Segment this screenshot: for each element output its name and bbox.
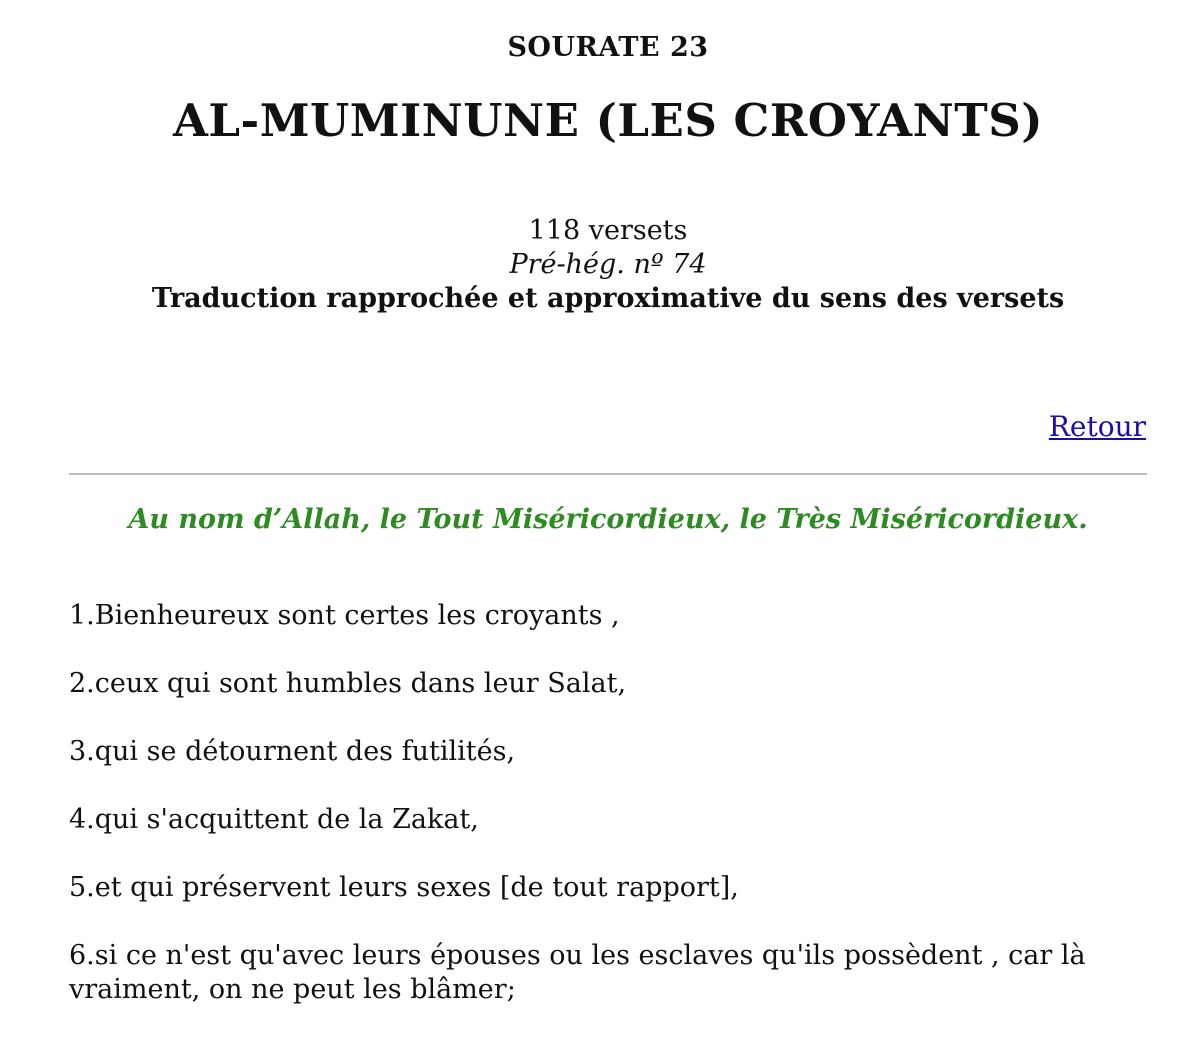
surah-number: SOURATE 23 bbox=[507, 32, 709, 63]
verse-1: 1.Bienheureux sont certes les croyants , bbox=[69, 600, 620, 631]
basmala: Au nom d’Allah, le Tout Miséricordieux, le Très Miséricordieux. bbox=[128, 504, 1088, 535]
verse-5: 5.et qui préservent leurs sexes [de tout rapport], bbox=[69, 872, 739, 903]
pre-hegira-number: Pré-hég. nº 74 bbox=[509, 249, 707, 280]
divider bbox=[69, 473, 1147, 475]
verse-2: 2.ceux qui sont humbles dans leur Salat, bbox=[69, 668, 627, 699]
verse-list bbox=[69, 599, 1149, 1041]
verse-3: 3.qui se détournent des futilités, bbox=[69, 736, 516, 767]
translation-note: Traduction rapprochée et approximative du sens des versets bbox=[151, 283, 1065, 314]
back-link[interactable]: Retour bbox=[1048, 410, 1146, 443]
verse-count: 118 versets bbox=[528, 215, 688, 246]
surah-title: AL-MUMINUNE (LES CROYANTS) bbox=[173, 94, 1043, 147]
verse-6: 6.si ce n'est qu'avec leurs épouses ou les esclaves qu'ils possèdent , car là vraiment, on ne peut les blâmer; bbox=[69, 940, 1086, 1005]
surah-meta bbox=[0, 214, 1200, 316]
verse-4: 4.qui s'acquittent de la Zakat, bbox=[69, 804, 479, 835]
